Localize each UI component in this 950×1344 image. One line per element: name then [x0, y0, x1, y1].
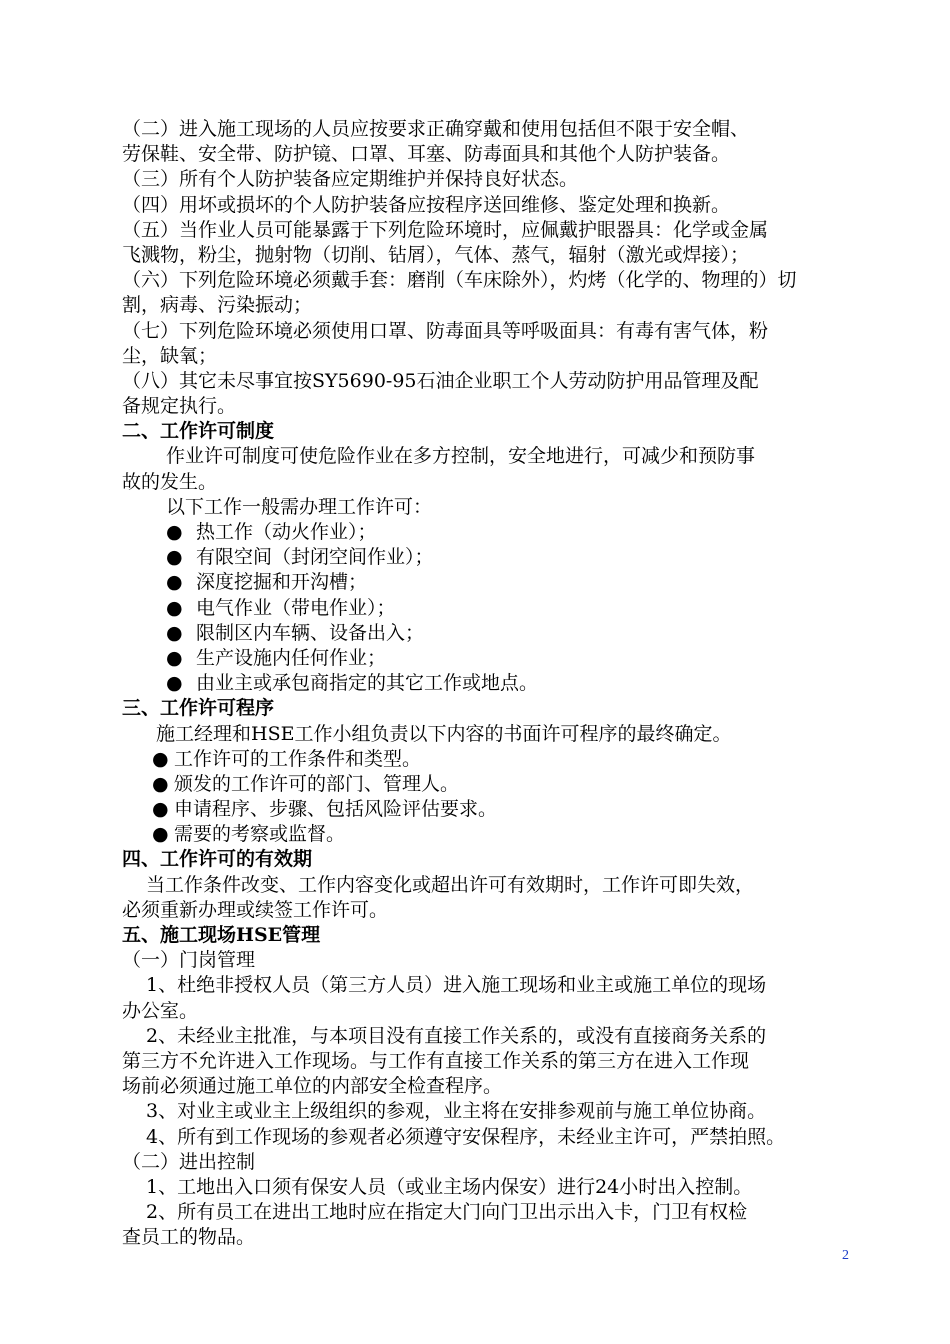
bullet-icon: ● [152, 798, 169, 821]
text-line: 1、工地出入口须有保安人员（或业主场内保安）进行24小时出入控制。 [146, 1175, 753, 1198]
text-line: 当工作条件改变、工作内容变化或超出许可有效期时，工作许可即失效， [146, 873, 755, 896]
text-line: （八）其它未尽事宜按SY5690-95石油企业职工个人劳动防护用品管理及配 [122, 369, 759, 392]
list-item-text: 需要的考察或监督。 [174, 823, 346, 846]
list-item-text: 电气作业（带电作业）； [196, 596, 396, 619]
text-line: 劳保鞋、安全带、防护镜、口罩、耳塞、防毒面具和其他个人防护装备。 [122, 143, 731, 166]
text-line: 必须重新办理或续签工作许可。 [122, 898, 389, 921]
text-line: 备规定执行。 [122, 395, 237, 418]
page-number: 2 [842, 1248, 849, 1263]
bullet-icon: ● [166, 546, 183, 569]
bullet-icon: ● [166, 621, 183, 644]
bullet-icon: ● [152, 772, 169, 795]
text-line: 场前必须通过施工单位的内部安全检查程序。 [122, 1075, 503, 1098]
list-item-text: 颁发的工作许可的部门、管理人。 [174, 772, 460, 795]
list-item [122, 671, 862, 696]
text-line: （五）当作业人员可能暴露于下列危险环境时，应佩戴护眼器具：化学或金属 [122, 218, 769, 241]
section-heading: 五、施工现场HSE管理 [122, 924, 321, 946]
list-item-text: 深度挖掘和开沟槽； [196, 571, 368, 594]
list-item [122, 520, 862, 545]
text-line: 以下工作一般需办理工作许可： [166, 495, 433, 518]
list-item-text: 工作许可的工作条件和类型。 [174, 747, 422, 770]
bullet-icon: ● [152, 823, 169, 846]
list-item [122, 545, 862, 570]
text-line: 尘，缺氧； [122, 344, 218, 367]
text-line: 4、所有到工作现场的参观者必须遵守安保程序，未经业主许可，严禁拍照。 [146, 1125, 786, 1148]
subsection-heading: （一）门岗管理 [122, 949, 256, 972]
text-line: （七）下列危险环境必须使用口罩、防毒面具等呼吸面具：有毒有害气体，粉 [122, 319, 769, 342]
text-line: 割，病毒、污染振动； [122, 294, 313, 317]
subsection-heading: （二）进出控制 [122, 1150, 256, 1173]
text-line: 3、对业主或业主上级组织的参观，业主将在安排参观前与施工单位协商。 [146, 1100, 767, 1123]
list-item [122, 747, 862, 772]
bullet-icon: ● [152, 747, 169, 770]
bullet-icon: ● [166, 646, 183, 669]
text-line: 2、所有员工在进出工地时应在指定大门向门卫出示出入卡，门卫有权检 [146, 1201, 748, 1224]
list-item [122, 772, 862, 797]
text-line: 1、杜绝非授权人员（第三方人员）进入施工现场和业主或施工单位的现场 [146, 974, 767, 997]
text-line: 飞溅物，粉尘，抛射物（切削、钻屑），气体、蒸气，辐射（激光或焊接）； [122, 243, 750, 266]
list-item-text: 生产设施内任何作业； [196, 646, 387, 669]
section-heading: 三、工作许可程序 [122, 697, 275, 720]
text-line: 2、未经业主批准，与本项目没有直接工作关系的，或没有直接商务关系的 [146, 1024, 767, 1047]
text-line: 作业许可制度可使危险作业在多方控制，安全地进行，可减少和预防事 [166, 445, 756, 468]
text-line: 查员工的物品。 [122, 1226, 256, 1249]
list-item [122, 596, 862, 621]
list-item [122, 570, 862, 595]
section-heading: 四、工作许可的有效期 [122, 848, 313, 871]
bullet-icon: ● [166, 521, 183, 543]
text-line: （四）用坏或损坏的个人防护装备应按程序送回维修、鉴定处理和换新。 [122, 193, 731, 216]
list-item [122, 797, 862, 822]
text-line: （三）所有个人防护装备应定期维护并保持良好状态。 [122, 168, 579, 191]
list-item-text: 有限空间（封闭空间作业）； [196, 546, 434, 569]
bullet-icon: ● [166, 571, 183, 594]
bullet-icon: ● [166, 596, 183, 619]
list-item-text: 限制区内车辆、设备出入； [196, 621, 425, 644]
list-item-text: 热工作（动火作业）； [196, 521, 377, 543]
text-line: 施工经理和HSE工作小组负责以下内容的书面许可程序的最终确定。 [156, 722, 732, 745]
bullet-icon: ● [166, 672, 183, 695]
list-item-text: 由业主或承包商指定的其它工作或地点。 [196, 672, 539, 695]
list-item [122, 646, 862, 671]
list-item [122, 621, 862, 646]
list-item [122, 822, 862, 847]
text-line: 第三方不允许进入工作现场。与工作有直接工作关系的第三方在进入工作现 [122, 1049, 750, 1072]
section-heading: 二、工作许可制度 [122, 420, 275, 443]
text-line: （二）进入施工现场的人员应按要求正确穿戴和使用包括但不限于安全帽、 [122, 118, 750, 140]
document-body [122, 117, 862, 1250]
list-item-text: 申请程序、步骤、包括风险评估要求。 [174, 798, 498, 821]
text-line: （六）下列危险环境必须戴手套：磨削（车床除外），灼烤（化学的、物理的）切 [122, 269, 797, 292]
text-line: 办公室。 [122, 999, 199, 1022]
text-line: 故的发生。 [122, 470, 218, 493]
